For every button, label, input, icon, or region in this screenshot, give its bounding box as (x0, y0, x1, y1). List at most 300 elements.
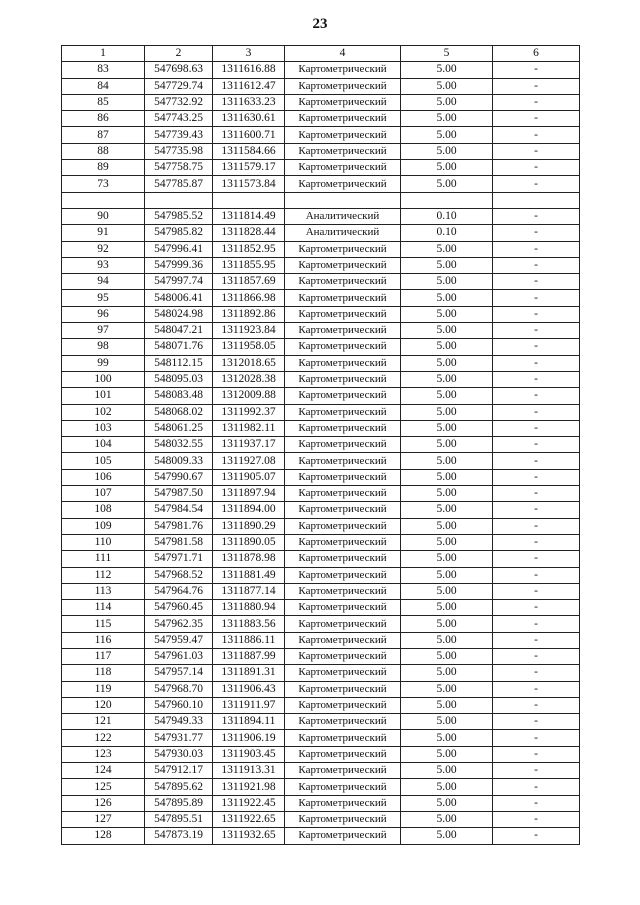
note-cell: - (493, 681, 580, 697)
table-row (62, 469, 580, 485)
point-number-cell: 116 (62, 632, 145, 648)
y-coordinate-cell: 1311922.65 (213, 811, 285, 827)
accuracy-cell: 5.00 (401, 94, 493, 110)
point-number-cell: 106 (62, 469, 145, 485)
x-coordinate-cell: 547895.51 (145, 811, 213, 827)
note-cell: - (493, 534, 580, 550)
point-number-cell: 120 (62, 697, 145, 713)
y-coordinate-cell: 1311892.86 (213, 306, 285, 322)
accuracy-cell: 5.00 (401, 420, 493, 436)
table-row (62, 208, 580, 224)
note-cell: - (493, 453, 580, 469)
accuracy-cell: 5.00 (401, 795, 493, 811)
x-coordinate-cell: 548047.21 (145, 323, 213, 339)
note-cell: - (493, 371, 580, 387)
x-coordinate-cell (145, 192, 213, 208)
y-coordinate-cell: 1311890.29 (213, 518, 285, 534)
coordinates-table (61, 45, 580, 845)
x-coordinate-cell: 547999.36 (145, 257, 213, 273)
method-cell: Картометрический (285, 665, 401, 681)
y-coordinate-cell: 1311958.05 (213, 339, 285, 355)
accuracy-cell: 5.00 (401, 828, 493, 844)
method-cell: Картометрический (285, 583, 401, 599)
table-row (62, 779, 580, 795)
x-coordinate-cell: 547931.77 (145, 730, 213, 746)
x-coordinate-cell: 547959.47 (145, 632, 213, 648)
x-coordinate-cell: 547873.19 (145, 828, 213, 844)
method-cell: Картометрический (285, 534, 401, 550)
x-coordinate-cell: 547968.70 (145, 681, 213, 697)
note-cell: - (493, 600, 580, 616)
table-row (62, 176, 580, 192)
accuracy-cell (401, 192, 493, 208)
x-coordinate-cell: 547895.89 (145, 795, 213, 811)
accuracy-cell: 0.10 (401, 208, 493, 224)
y-coordinate-cell: 1311923.84 (213, 323, 285, 339)
table-row (62, 111, 580, 127)
point-number-cell: 98 (62, 339, 145, 355)
method-cell: Картометрический (285, 404, 401, 420)
method-cell: Картометрический (285, 176, 401, 192)
x-coordinate-cell: 547990.67 (145, 469, 213, 485)
y-coordinate-cell: 1311913.31 (213, 763, 285, 779)
y-coordinate-cell: 1311883.56 (213, 616, 285, 632)
x-coordinate-cell: 547987.50 (145, 486, 213, 502)
method-cell: Картометрический (285, 763, 401, 779)
y-coordinate-cell: 1311897.94 (213, 486, 285, 502)
y-coordinate-cell: 1311921.98 (213, 779, 285, 795)
note-cell: - (493, 486, 580, 502)
table-row (62, 632, 580, 648)
table-row (62, 763, 580, 779)
x-coordinate-cell: 547785.87 (145, 176, 213, 192)
table-row (62, 437, 580, 453)
note-cell: - (493, 746, 580, 762)
note-cell: - (493, 176, 580, 192)
method-cell: Картометрический (285, 388, 401, 404)
accuracy-cell: 5.00 (401, 62, 493, 78)
y-coordinate-cell: 1311612.47 (213, 78, 285, 94)
point-number-cell: 125 (62, 779, 145, 795)
table-row (62, 371, 580, 387)
y-coordinate-cell: 1311877.14 (213, 583, 285, 599)
x-coordinate-cell: 547981.76 (145, 518, 213, 534)
y-coordinate-cell: 1312018.65 (213, 355, 285, 371)
x-coordinate-cell: 547964.76 (145, 583, 213, 599)
accuracy-cell: 5.00 (401, 486, 493, 502)
accuracy-cell: 5.00 (401, 339, 493, 355)
note-cell: - (493, 127, 580, 143)
x-coordinate-cell: 547985.82 (145, 225, 213, 241)
method-cell: Картометрический (285, 551, 401, 567)
y-coordinate-cell: 1311579.17 (213, 160, 285, 176)
point-number-cell: 91 (62, 225, 145, 241)
table-body (62, 46, 580, 845)
table-row (62, 600, 580, 616)
point-number-cell: 99 (62, 355, 145, 371)
table-row (62, 551, 580, 567)
accuracy-cell: 5.00 (401, 697, 493, 713)
x-coordinate-cell: 547981.58 (145, 534, 213, 550)
note-cell: - (493, 795, 580, 811)
table-row (62, 714, 580, 730)
x-coordinate-cell: 547758.75 (145, 160, 213, 176)
note-cell: - (493, 339, 580, 355)
note-cell: - (493, 388, 580, 404)
accuracy-cell: 5.00 (401, 127, 493, 143)
method-cell: Картометрический (285, 371, 401, 387)
point-number-cell: 123 (62, 746, 145, 762)
note-cell (493, 192, 580, 208)
accuracy-cell: 5.00 (401, 681, 493, 697)
note-cell: - (493, 502, 580, 518)
method-cell: Картометрический (285, 94, 401, 110)
x-coordinate-cell: 547698.63 (145, 62, 213, 78)
table-row (62, 241, 580, 257)
table-row (62, 828, 580, 844)
table-row (62, 665, 580, 681)
accuracy-cell: 5.00 (401, 518, 493, 534)
point-number-cell: 112 (62, 567, 145, 583)
x-coordinate-cell: 547735.98 (145, 143, 213, 159)
point-number-cell: 108 (62, 502, 145, 518)
x-coordinate-cell: 547743.25 (145, 111, 213, 127)
accuracy-cell: 5.00 (401, 323, 493, 339)
method-cell: Картометрический (285, 257, 401, 273)
accuracy-cell: 5.00 (401, 763, 493, 779)
accuracy-cell: 0.10 (401, 225, 493, 241)
accuracy-cell: 5.00 (401, 551, 493, 567)
point-number-cell: 117 (62, 648, 145, 664)
x-coordinate-cell: 547895.62 (145, 779, 213, 795)
y-coordinate-cell: 1311903.45 (213, 746, 285, 762)
note-cell: - (493, 257, 580, 273)
accuracy-cell: 5.00 (401, 306, 493, 322)
note-cell: - (493, 551, 580, 567)
y-coordinate-cell: 1311992.37 (213, 404, 285, 420)
point-number-cell: 96 (62, 306, 145, 322)
point-number-cell: 85 (62, 94, 145, 110)
method-cell: Картометрический (285, 420, 401, 436)
point-number-cell: 111 (62, 551, 145, 567)
point-number-cell: 102 (62, 404, 145, 420)
method-cell (285, 192, 401, 208)
y-coordinate-cell: 1311584.66 (213, 143, 285, 159)
y-coordinate-cell: 1311890.05 (213, 534, 285, 550)
x-coordinate-cell: 547961.03 (145, 648, 213, 664)
point-number-cell: 114 (62, 600, 145, 616)
accuracy-cell: 5.00 (401, 388, 493, 404)
x-coordinate-cell: 548068.02 (145, 404, 213, 420)
point-number-cell: 93 (62, 257, 145, 273)
method-cell: Картометрический (285, 160, 401, 176)
y-coordinate-cell: 1311894.11 (213, 714, 285, 730)
accuracy-cell: 5.00 (401, 779, 493, 795)
method-cell: Картометрический (285, 486, 401, 502)
accuracy-cell: 5.00 (401, 746, 493, 762)
y-coordinate-cell: 1311927.08 (213, 453, 285, 469)
table-row (62, 78, 580, 94)
method-cell: Аналитический (285, 225, 401, 241)
x-coordinate-cell: 547971.71 (145, 551, 213, 567)
table-row (62, 811, 580, 827)
note-cell: - (493, 518, 580, 534)
table-row (62, 127, 580, 143)
method-cell: Картометрический (285, 469, 401, 485)
method-cell: Картометрический (285, 779, 401, 795)
method-cell: Картометрический (285, 437, 401, 453)
column-header: 3 (213, 46, 285, 62)
point-number-cell: 89 (62, 160, 145, 176)
table-row (62, 306, 580, 322)
note-cell: - (493, 779, 580, 795)
method-cell: Картометрический (285, 127, 401, 143)
table-header-row (62, 46, 580, 62)
x-coordinate-cell: 547732.92 (145, 94, 213, 110)
table-row (62, 518, 580, 534)
note-cell: - (493, 62, 580, 78)
point-number-cell: 109 (62, 518, 145, 534)
point-number-cell: 90 (62, 208, 145, 224)
note-cell: - (493, 241, 580, 257)
point-number-cell: 73 (62, 176, 145, 192)
point-number-cell: 101 (62, 388, 145, 404)
accuracy-cell: 5.00 (401, 371, 493, 387)
y-coordinate-cell: 1311982.11 (213, 420, 285, 436)
method-cell: Картометрический (285, 518, 401, 534)
x-coordinate-cell: 548083.48 (145, 388, 213, 404)
point-number-cell: 118 (62, 665, 145, 681)
y-coordinate-cell: 1311857.69 (213, 274, 285, 290)
x-coordinate-cell: 547962.35 (145, 616, 213, 632)
point-number-cell: 103 (62, 420, 145, 436)
y-coordinate-cell: 1311905.07 (213, 469, 285, 485)
accuracy-cell: 5.00 (401, 583, 493, 599)
method-cell: Картометрический (285, 697, 401, 713)
note-cell: - (493, 583, 580, 599)
method-cell: Картометрический (285, 681, 401, 697)
note-cell: - (493, 355, 580, 371)
method-cell: Картометрический (285, 339, 401, 355)
point-number-cell: 121 (62, 714, 145, 730)
y-coordinate-cell: 1311894.00 (213, 502, 285, 518)
accuracy-cell: 5.00 (401, 648, 493, 664)
point-number-cell: 94 (62, 274, 145, 290)
note-cell: - (493, 648, 580, 664)
x-coordinate-cell: 547968.52 (145, 567, 213, 583)
accuracy-cell: 5.00 (401, 160, 493, 176)
note-cell: - (493, 811, 580, 827)
table-row (62, 404, 580, 420)
point-number-cell: 86 (62, 111, 145, 127)
note-cell: - (493, 143, 580, 159)
x-coordinate-cell: 547912.17 (145, 763, 213, 779)
accuracy-cell: 5.00 (401, 632, 493, 648)
accuracy-cell: 5.00 (401, 176, 493, 192)
table-row (62, 274, 580, 290)
x-coordinate-cell: 547957.14 (145, 665, 213, 681)
y-coordinate-cell: 1311866.98 (213, 290, 285, 306)
table-row (62, 795, 580, 811)
point-number-cell: 110 (62, 534, 145, 550)
note-cell: - (493, 290, 580, 306)
point-number-cell: 97 (62, 323, 145, 339)
note-cell: - (493, 306, 580, 322)
table-row (62, 616, 580, 632)
x-coordinate-cell: 548061.25 (145, 420, 213, 436)
accuracy-cell: 5.00 (401, 730, 493, 746)
accuracy-cell: 5.00 (401, 355, 493, 371)
x-coordinate-cell: 548024.98 (145, 306, 213, 322)
x-coordinate-cell: 547729.74 (145, 78, 213, 94)
method-cell: Картометрический (285, 78, 401, 94)
point-number-cell: 127 (62, 811, 145, 827)
table-row (62, 257, 580, 273)
y-coordinate-cell: 1311600.71 (213, 127, 285, 143)
x-coordinate-cell: 547930.03 (145, 746, 213, 762)
note-cell: - (493, 697, 580, 713)
table-row (62, 681, 580, 697)
table-row (62, 697, 580, 713)
method-cell: Картометрический (285, 730, 401, 746)
y-coordinate-cell: 1311616.88 (213, 62, 285, 78)
table-row (62, 486, 580, 502)
y-coordinate-cell: 1311633.23 (213, 94, 285, 110)
point-number-cell: 119 (62, 681, 145, 697)
y-coordinate-cell: 1311932.65 (213, 828, 285, 844)
accuracy-cell: 5.00 (401, 290, 493, 306)
table-row (62, 339, 580, 355)
method-cell: Картометрический (285, 746, 401, 762)
accuracy-cell: 5.00 (401, 811, 493, 827)
y-coordinate-cell: 1311814.49 (213, 208, 285, 224)
note-cell: - (493, 714, 580, 730)
y-coordinate-cell: 1311891.31 (213, 665, 285, 681)
y-coordinate-cell: 1311937.17 (213, 437, 285, 453)
method-cell: Картометрический (285, 600, 401, 616)
point-number-cell: 100 (62, 371, 145, 387)
accuracy-cell: 5.00 (401, 534, 493, 550)
x-coordinate-cell: 547985.52 (145, 208, 213, 224)
table-row (62, 388, 580, 404)
method-cell: Картометрический (285, 274, 401, 290)
note-cell: - (493, 208, 580, 224)
table-row (62, 62, 580, 78)
accuracy-cell: 5.00 (401, 404, 493, 420)
method-cell: Картометрический (285, 648, 401, 664)
x-coordinate-cell: 547984.54 (145, 502, 213, 518)
note-cell: - (493, 665, 580, 681)
note-cell: - (493, 420, 580, 436)
note-cell: - (493, 160, 580, 176)
note-cell: - (493, 111, 580, 127)
table-row (62, 355, 580, 371)
accuracy-cell: 5.00 (401, 111, 493, 127)
point-number-cell: 88 (62, 143, 145, 159)
accuracy-cell: 5.00 (401, 241, 493, 257)
method-cell: Картометрический (285, 795, 401, 811)
note-cell: - (493, 404, 580, 420)
note-cell: - (493, 567, 580, 583)
accuracy-cell: 5.00 (401, 567, 493, 583)
note-cell: - (493, 632, 580, 648)
accuracy-cell: 5.00 (401, 78, 493, 94)
table-row (62, 160, 580, 176)
note-cell: - (493, 78, 580, 94)
method-cell: Картометрический (285, 143, 401, 159)
column-header: 1 (62, 46, 145, 62)
y-coordinate-cell: 1311906.19 (213, 730, 285, 746)
method-cell: Картометрический (285, 811, 401, 827)
method-cell: Картометрический (285, 828, 401, 844)
table-row (62, 567, 580, 583)
accuracy-cell: 5.00 (401, 665, 493, 681)
method-cell: Картометрический (285, 241, 401, 257)
x-coordinate-cell: 547949.33 (145, 714, 213, 730)
accuracy-cell: 5.00 (401, 616, 493, 632)
method-cell: Картометрический (285, 306, 401, 322)
method-cell: Картометрический (285, 111, 401, 127)
x-coordinate-cell: 548009.33 (145, 453, 213, 469)
column-header: 4 (285, 46, 401, 62)
table-row (62, 420, 580, 436)
point-number-cell: 122 (62, 730, 145, 746)
table-row (62, 534, 580, 550)
y-coordinate-cell: 1311880.94 (213, 600, 285, 616)
y-coordinate-cell: 1311573.84 (213, 176, 285, 192)
note-cell: - (493, 616, 580, 632)
x-coordinate-cell: 548112.15 (145, 355, 213, 371)
x-coordinate-cell: 548006.41 (145, 290, 213, 306)
method-cell: Картометрический (285, 62, 401, 78)
method-cell: Картометрический (285, 567, 401, 583)
table-row (62, 94, 580, 110)
point-number-cell: 128 (62, 828, 145, 844)
note-cell: - (493, 323, 580, 339)
method-cell: Картометрический (285, 323, 401, 339)
point-number-cell: 113 (62, 583, 145, 599)
method-cell: Картометрический (285, 714, 401, 730)
point-number-cell: 107 (62, 486, 145, 502)
y-coordinate-cell: 1311878.98 (213, 551, 285, 567)
table-row (62, 225, 580, 241)
column-header: 6 (493, 46, 580, 62)
x-coordinate-cell: 547997.74 (145, 274, 213, 290)
point-number-cell: 124 (62, 763, 145, 779)
x-coordinate-cell: 548071.76 (145, 339, 213, 355)
y-coordinate-cell: 1312028.38 (213, 371, 285, 387)
accuracy-cell: 5.00 (401, 600, 493, 616)
point-number-cell: 84 (62, 78, 145, 94)
y-coordinate-cell: 1311852.95 (213, 241, 285, 257)
column-header: 2 (145, 46, 213, 62)
point-number-cell: 87 (62, 127, 145, 143)
y-coordinate-cell: 1311906.43 (213, 681, 285, 697)
accuracy-cell: 5.00 (401, 502, 493, 518)
note-cell: - (493, 94, 580, 110)
y-coordinate-cell: 1311630.61 (213, 111, 285, 127)
x-coordinate-cell: 547960.45 (145, 600, 213, 616)
point-number-cell: 92 (62, 241, 145, 257)
table-row (62, 290, 580, 306)
note-cell: - (493, 437, 580, 453)
accuracy-cell: 5.00 (401, 469, 493, 485)
table-row (62, 746, 580, 762)
method-cell: Картометрический (285, 355, 401, 371)
y-coordinate-cell: 1311881.49 (213, 567, 285, 583)
column-header: 5 (401, 46, 493, 62)
method-cell: Картометрический (285, 616, 401, 632)
